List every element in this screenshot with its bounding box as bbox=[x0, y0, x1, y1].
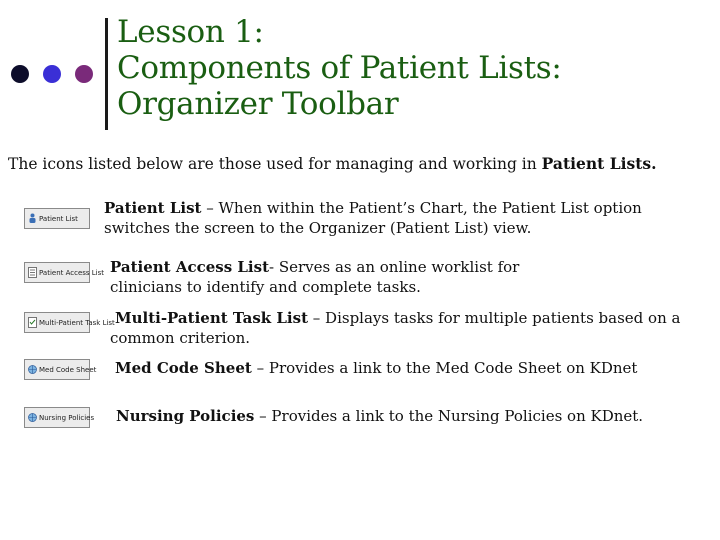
slide-title bbox=[117, 14, 707, 122]
med-code-sheet-button[interactable] bbox=[24, 359, 97, 380]
multi-patient-task-list-name: Multi-Patient Task List bbox=[115, 309, 309, 327]
patient-icon bbox=[28, 213, 37, 224]
patient-list-button-label: Patient List bbox=[39, 214, 78, 223]
patient-list-description bbox=[104, 198, 704, 238]
intro-bold: Patient Lists. bbox=[541, 154, 657, 173]
title-divider bbox=[105, 18, 108, 130]
multi-patient-task-list-button-label: Multi-Patient Task List bbox=[39, 318, 115, 327]
title-line-2: Components of Patient Lists: bbox=[117, 50, 562, 86]
patient-access-list-text: - Serves as an online worklist for clinicians to identify and complete tasks. bbox=[110, 258, 520, 296]
nursing-policies-name: Nursing Policies bbox=[116, 407, 255, 425]
multi-patient-task-list-description bbox=[110, 308, 710, 348]
med-code-sheet-name: Med Code Sheet bbox=[115, 359, 252, 377]
med-code-sheet-text: – Provides a link to the Med Code Sheet on KDnet bbox=[251, 359, 638, 377]
intro-text bbox=[8, 154, 714, 174]
nursing-policies-button-label: Nursing Policies bbox=[39, 413, 95, 422]
task-list-icon bbox=[28, 317, 37, 328]
patient-list-button[interactable] bbox=[24, 208, 90, 229]
patient-access-list-button-label: Patient Access List bbox=[39, 268, 105, 277]
title-line-3: Organizer Toolbar bbox=[117, 86, 399, 122]
multi-patient-task-list-text: – Displays tasks for multiple patients based on a common criterion. bbox=[110, 309, 681, 347]
patient-list-name: Patient List bbox=[104, 199, 202, 217]
globe-icon bbox=[28, 412, 37, 423]
bullet-dot-purple bbox=[75, 65, 93, 83]
med-code-sheet-button-label: Med Code Sheet bbox=[39, 365, 97, 374]
med-code-sheet-description bbox=[115, 358, 695, 378]
bullet-dot-blue bbox=[43, 65, 61, 83]
list-icon bbox=[28, 267, 37, 278]
multi-patient-task-list-button[interactable] bbox=[24, 312, 115, 333]
patient-access-list-button[interactable] bbox=[24, 262, 105, 283]
bullet-dot-dark bbox=[11, 65, 29, 83]
nursing-policies-description bbox=[116, 406, 696, 426]
title-line-1: Lesson 1: bbox=[117, 14, 264, 50]
patient-access-list-name: Patient Access List bbox=[110, 258, 270, 276]
patient-access-list-description bbox=[110, 257, 570, 297]
nursing-policies-text: – Provides a link to the Nursing Policies on KDnet. bbox=[254, 407, 644, 425]
intro-plain: The icons listed below are those used for managing and working in bbox=[8, 155, 542, 173]
nursing-policies-button[interactable] bbox=[24, 407, 95, 428]
globe-icon bbox=[28, 364, 37, 375]
patient-list-text: – When within the Patient’s Chart, the Patient List option switches the screen to the Organizer (Patient List) view. bbox=[104, 199, 642, 237]
